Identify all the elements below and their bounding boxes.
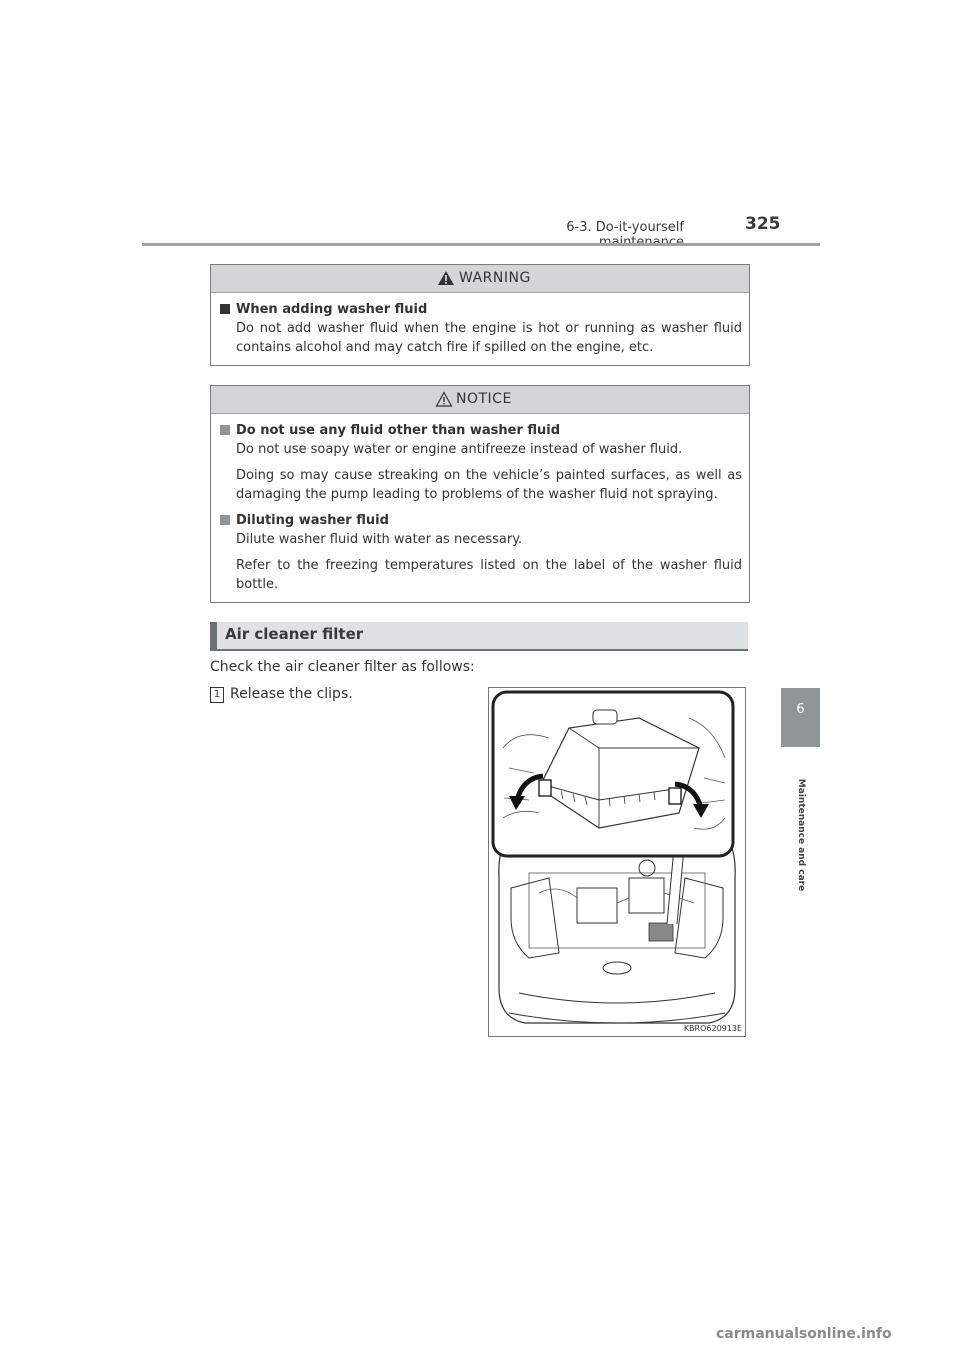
figure-code: KBRO620913E: [683, 1024, 742, 1033]
section-heading: [210, 622, 748, 651]
chapter-title: Maintenance and care: [796, 778, 806, 892]
warning-item-heading: When adding washer fluid: [218, 300, 742, 319]
notice-item-paragraph: Dilute washer fluid with water as necessary.: [236, 532, 523, 547]
square-bullet-icon: [220, 425, 230, 435]
page-number: 325: [745, 214, 781, 234]
engine-bay-figure: [488, 687, 746, 1037]
notice-item-heading: Diluting washer fluid: [218, 511, 742, 530]
section-title: Air cleaner filter: [225, 625, 364, 643]
notice-box: [210, 385, 750, 603]
square-bullet-icon: [220, 515, 230, 525]
notice-item-heading: Do not use any fluid other than washer fluid: [218, 421, 742, 440]
warning-title: WARNING: [459, 270, 531, 286]
warning-item-text: Do not add washer fluid when the engine is hot or running as washer fluid contains alcohol and may catch fire if spilled on the engine, etc.: [236, 321, 742, 355]
step-number: 1: [210, 687, 224, 703]
step-item: [210, 686, 353, 703]
step-text: Release the clips.: [230, 686, 353, 702]
header-section-title: 6-3. Do-it-yourself: [566, 220, 684, 235]
chapter-number: 6: [796, 702, 805, 717]
chapter-side-label: [771, 778, 831, 892]
caution-triangle-icon: [435, 391, 453, 407]
warning-triangle-icon: [437, 270, 455, 286]
watermark: carmanualsonline.info: [716, 1326, 892, 1342]
warning-body: [211, 293, 749, 365]
notice-item-paragraph: Refer to the freezing temperatures listed on the label of the washer fluid bottle.: [236, 558, 742, 592]
section-intro: Check the air cleaner filter as follows:: [210, 659, 475, 675]
notice-title: NOTICE: [456, 391, 512, 407]
chapter-tab: [781, 688, 820, 747]
warning-header: [211, 265, 749, 293]
notice-header: [211, 386, 749, 414]
warning-box: [210, 264, 750, 366]
header-divider: [142, 243, 820, 246]
notice-body: [211, 414, 749, 602]
notice-item-paragraph: Do not use soapy water or engine antifreeze instead of washer fluid.: [236, 442, 683, 457]
notice-item-paragraph: Doing so may cause streaking on the vehicle’s painted surfaces, as well as damaging the pump leading to problems of the washer fluid not spraying.: [236, 468, 742, 502]
square-bullet-icon: [220, 304, 230, 314]
section-accent: [210, 622, 217, 649]
engine-bay-illustration-icon: [489, 688, 745, 1036]
